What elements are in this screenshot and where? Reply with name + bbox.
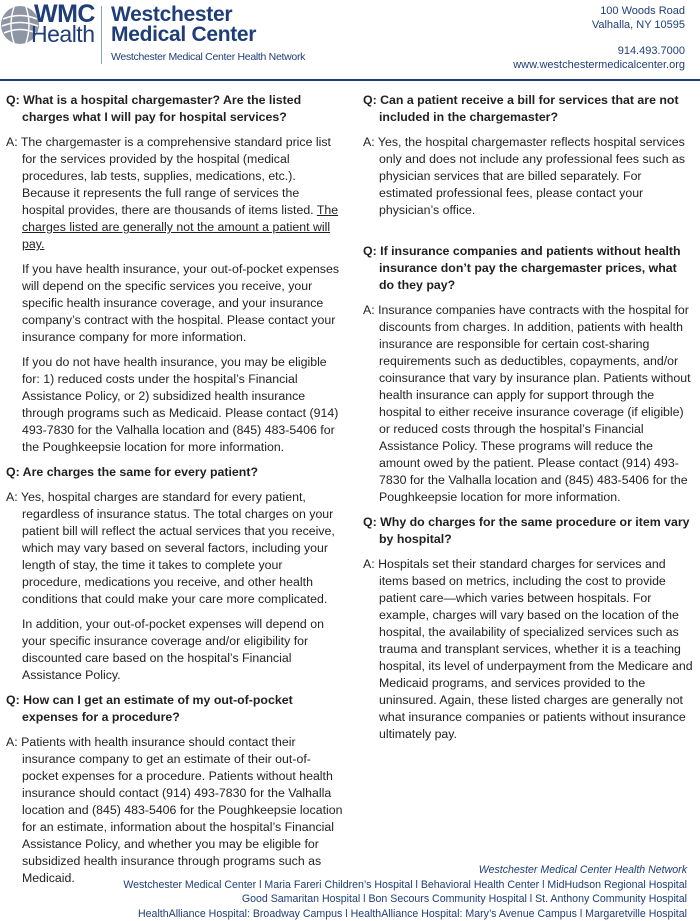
footer-hospitals-line2: Good Samaritan Hospital l Bon Secours Community Hospital l St. Anthony Community Hospital — [241, 893, 687, 905]
footer — [123, 863, 687, 921]
org-name-line1: Westchester — [111, 3, 233, 26]
question-vary-by-hospital: Q: Why do charges for the same procedure or item vary by hospital? — [363, 515, 690, 546]
question-chargemaster: Q: What is a hospital chargemaster? Are the listed charges what I will pay for hospital services? — [6, 93, 302, 124]
phone-number: 914.493.7000 — [617, 45, 685, 57]
question-separate-bill: Q: Can a patient receive a bill for services that are not included in the chargemaster? — [363, 93, 679, 124]
logo — [0, 0, 306, 64]
answer-estimate: A: Patients with health insurance should contact their insurance company to get an estimate of their out-of-pocket expenses for a procedure. Patients without health insurance should contact (914) 493-7830 for the Valhalla location and (845) 483-5406 for the Poughkeepsie location for an estimate, information about the hospital’s Financial Assistance Policy, and whether you may be eligible for subsidized health insurance through programs such as Medicaid. — [6, 735, 343, 885]
answer-chargemaster-uninsured: If you do not have health insurance, you may be eligible for: 1) reduced costs under the hospital’s Financial Assistance Policy, or 2) subsidized health insurance through programs such as Medicaid. Please contact (914) 493-7830 for the Valhalla location and (845) 483-5406 for the Poughkeepsie location for more information. — [22, 355, 339, 454]
org-network-subtitle: Westchester Medical Center Health Network — [111, 51, 306, 63]
header-rule — [0, 79, 700, 81]
question-same-charges: Q: Are charges the same for every patient? — [6, 465, 258, 479]
answer-chargemaster-insured: If you have health insurance, your out-of-pocket expenses will depend on the specific services you receive, your specific health insurance coverage, and your insurance company’s contract with the hospital. Please contact your insurance company for more information. — [22, 262, 340, 344]
logo-health-text: Health — [31, 21, 95, 47]
org-name-line2: Medical Center — [111, 23, 257, 46]
footer-network-title: Westchester Medical Center Health Network — [478, 864, 687, 876]
logo-divider — [101, 6, 102, 64]
question-what-they-pay: Q: If insurance companies and patients without health insurance don’t pay the chargemaster prices, what do they pay? — [363, 244, 681, 292]
answer-same-charges: A: Yes, hospital charges are standard for every patient, regardless of insurance status. The total charges on your patient bill will reflect the actual services that you receive, which may vary based on several factors, including your length of stay, the time it takes to complete your procedure, medications you receive, and other health conditions that could make your care more complicated. — [6, 490, 335, 606]
answer-what-they-pay: A: Insurance companies have contracts with the hospital for discounts from charges. In addition, patients with health insurance are responsible for certain cost-sharing requirements such as deductibles, copayments, and/or coinsurance that vary by insurance plan. Patients without health insurance can apply for support through the hospital to either receive insurance coverage (if eligible) or reduced costs through the hospital’s Financial Assistance Policy. These programs will reduce the amount owed by the patient. Please contact (914) 493-7830 for the Valhalla location and (845) 483-5406 for the Poughkeepsie location for more information. — [363, 303, 691, 504]
answer-chargemaster-underline: The charges listed are generally not the amount a patient will pay. — [22, 203, 339, 251]
org-name — [111, 5, 256, 45]
answer-chargemaster — [6, 134, 344, 253]
right-column — [363, 92, 693, 751]
answer-same-charges-addition: In addition, your out-of-pocket expenses will depend on your specific insurance coverage and/or eligibility for discounted care based on the hospital’s Financial Assistance Policy. — [22, 617, 324, 682]
left-column — [6, 92, 344, 895]
answer-separate-bill: A: Yes, the hospital chargemaster reflects hospital services only and does not include any professional fees such as physician services that are billed separately. For estimated professional fees, please contact your physician’s office. — [363, 135, 686, 217]
question-estimate: Q: How can I get an estimate of my out-of-pocket expenses for a procedure? — [6, 693, 293, 724]
address-line1: 100 Woods Road — [600, 5, 685, 17]
footer-hospitals-line1: Westchester Medical Center l Maria Fareri Children’s Hospital l Behavioral Health Center l MidHudson Regional Hospital — [123, 878, 687, 891]
website-link[interactable]: www.westchestermedicalcenter.org — [513, 59, 685, 71]
answer-chargemaster-text: A: The chargemaster is a comprehensive standard price list for the services provided by the hospital (medical procedures, lab tests, supplies, medications, etc.). Because it represents the full range of services the hospital provides, there are thousands of items listed. — [6, 135, 331, 217]
contact-block — [513, 4, 685, 72]
answer-vary-by-hospital: A: Hospitals set their standard charges for services and items based on metrics, including the cost to provide patient care—which varies between hospitals. For example, charges will vary based on the location of the hospital, the availability of specialized services such as trauma and transplant services, whether it is a teaching hospital, its level of underpayment from the Medicare and Medicaid programs, and services provided to the uninsured. Again, these listed charges are generally not what insurance companies or patients without insurance ultimately pay. — [363, 557, 693, 741]
logo-wmc-text: WMC — [34, 0, 95, 28]
footer-hospitals-line3: HealthAlliance Hospital: Broadway Campus l HealthAlliance Hospital: Mary’s Avenue Campus l Margaretville Hospital — [138, 907, 687, 920]
address-line2: Valhalla, NY 10595 — [591, 19, 685, 31]
